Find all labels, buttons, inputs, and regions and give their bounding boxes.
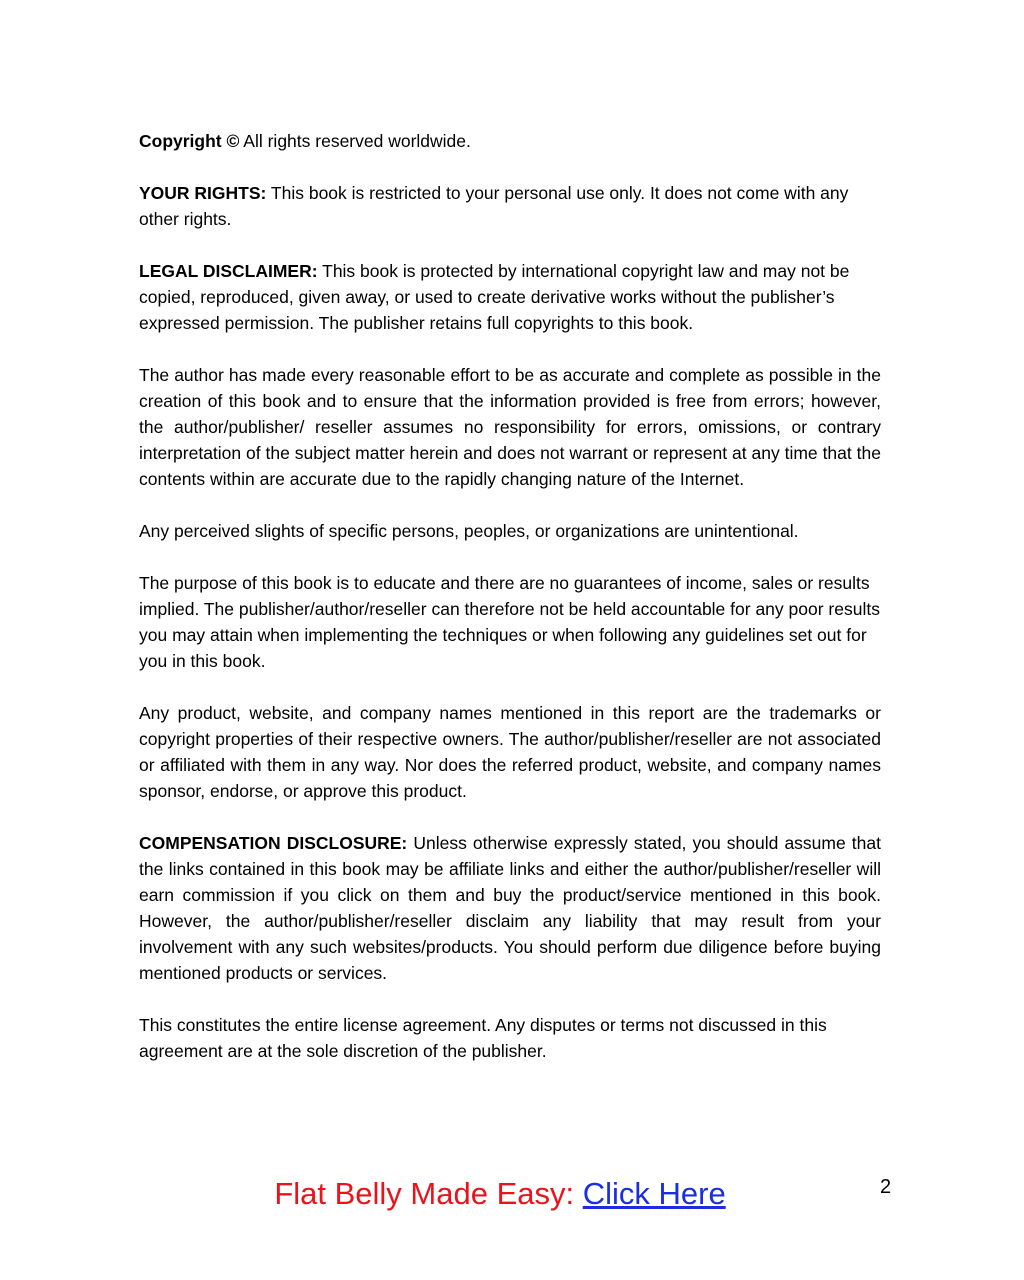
- your-rights-paragraph: [139, 180, 881, 232]
- compensation-text: Unless otherwise expressly stated, you should assume that the links contained in this book may be affiliate links and either the author/publisher/reseller will earn commission if you click on them and buy the product/service mentioned in this book. However, the author/publisher/reseller disclaim any liability that may result from your involvement with any such websites/products. You should perform due diligence before buying mentioned products or services.: [139, 833, 881, 983]
- copyright-paragraph: [139, 128, 881, 154]
- footer-banner: [0, 1172, 1000, 1216]
- footer-title: Flat Belly Made Easy:: [274, 1176, 583, 1211]
- click-here-link[interactable]: Click Here: [582, 1176, 726, 1211]
- trademarks-paragraph: Any product, website, and company names mentioned in this report are the trademarks or copyright properties of their respective owners. The author/publisher/reseller are not associated or affiliated with them in any way. Nor does the referred product, website, and company names sponsor, endorse, or approve this product.: [139, 703, 881, 801]
- compensation-label: COMPENSATION DISCLOSURE:: [139, 833, 408, 853]
- your-rights-text: This book is restricted to your personal use only. It does not come with any other rights.: [139, 183, 849, 229]
- slights-paragraph: Any perceived slights of specific persons, peoples, or organizations are unintentional.: [139, 521, 799, 541]
- compensation-paragraph: [139, 830, 881, 986]
- legal-disclaimer-label: LEGAL DISCLAIMER:: [139, 261, 318, 281]
- legal-disclaimer-text: This book is protected by international copyright law and may not be copied, reproduced, given away, or used to create derivative works without the publisher’s expressed permission. The publisher retains full copyrights to this book.: [139, 261, 850, 333]
- page-number: 2: [880, 1176, 892, 1198]
- document-body: [139, 128, 881, 1090]
- purpose-paragraph: The purpose of this book is to educate and there are no guarantees of income, sales or results implied. The publisher/author/reseller can therefore not be held accountable for any poor results you may attain when implementing the techniques or when following any guidelines set out for you in this book.: [139, 573, 880, 671]
- author-effort-paragraph: The author has made every reasonable effort to be as accurate and complete as possible in the creation of this book and to ensure that the information provided is free from errors; however, the author/publisher/ reseller assumes no responsibility for errors, omissions, or contrary interpretation of the subject matter herein and does not warrant or represent at any time that the contents within are accurate due to the rapidly changing nature of the Internet.: [139, 365, 881, 489]
- your-rights-label: YOUR RIGHTS:: [139, 183, 267, 203]
- copyright-text: All rights reserved worldwide.: [239, 131, 471, 151]
- license-paragraph: This constitutes the entire license agreement. Any disputes or terms not discussed in this agreement are at the sole discretion of the publisher.: [139, 1015, 827, 1061]
- legal-disclaimer-paragraph: [139, 258, 881, 336]
- copyright-label: Copyright ©: [139, 131, 240, 151]
